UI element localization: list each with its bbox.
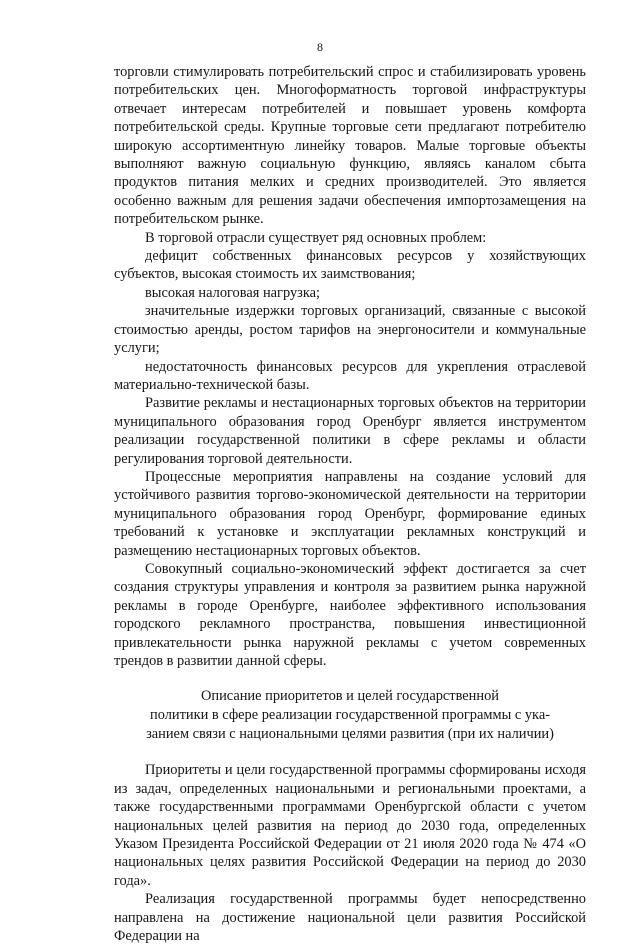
paragraph-10: Приоритеты и цели государственной программы сформированы исходя из задач, определенных национальными и региональными проектами, а также государственными программами Оренбургской области с учетом национальных целей развития на период до 2030 года, определенных Указом Президента Российской Федерации от 21 июля 2020 года № 474 «О национальных целях развития Российской Федерации на период до 2030 года». (114, 762, 586, 889)
paragraph-8: Процессные мероприятия направлены на создание условий для устойчивого развития торгово-экономической деятельности на территории муниципального образования город Оренбург, формирование единых требований к установке и эксплуатации рекламных конструкций и размещению нестационарных торговых объектов. (114, 468, 586, 559)
paragraph-4: высокая налоговая нагрузка; (145, 284, 320, 301)
section-heading-line-2: политики в сфере реализации государственной программы с ука- (150, 707, 550, 724)
document-body (114, 63, 586, 945)
section-heading (114, 687, 586, 744)
paragraph-11: Реализация государственной программы будет непосредственно направлена на достижение национальной цели развития Российской Федерации на (114, 891, 586, 945)
paragraph-7: Развитие рекламы и нестационарных торговых объектов на территории муниципального образования город Оренбург является инструментом реализации государственной политики в сфере рекламы и области регулирования торговой деятельности. (114, 395, 586, 467)
paragraph-6: недостаточность финансовых ресурсов для укрепления отраслевой материально-технической базы. (114, 358, 586, 393)
paragraph-9: Совокупный социально-экономический эффект достигается за счет создания структуры управления и контроля за развитием рынка наружной рекламы в городе Оренбурге, наиболее эффективного использования городского рекламного пространства, повышения инвестиционной привлекательности рынка наружной рекламы с учетом современных трендов в развитии данной сферы. (114, 560, 586, 669)
section-heading-line-3: занием связи с национальными целями развития (при их наличии) (146, 726, 554, 743)
paragraph-2: В торговой отрасли существует ряд основных проблем: (145, 229, 487, 246)
paragraph-5: значительные издержки торговых организаций, связанные с высокой стоимостью аренды, ростом тарифов на энергоносители и коммунальные услуги; (114, 303, 586, 357)
page-number: 8 (317, 40, 323, 54)
section-heading-line-1: Описание приоритетов и целей государственной (200, 688, 499, 705)
paragraph-1: торговли стимулировать потребительский спрос и стабилизировать уровень потребительских цен. Многоформатность торговой инфраструктуры отвечает интересам потребителей и повышает уровень комфорта потребительской среды. Крупные торговые сети предлагают потребителю широкую ассортиментную линейку товаров. Малые торговые объекты выполняют важную социальную функцию, являясь каналом сбыта продуктов питания мелких и средних производителей. Это является особенно важным для решения задачи обеспечения импортозамещения на потребительском рынке. (114, 64, 586, 228)
paragraph-3: дефицит собственных финансовых ресурсов у хозяйствующих субъектов, высокая стоимость их заимствования; (114, 248, 586, 283)
